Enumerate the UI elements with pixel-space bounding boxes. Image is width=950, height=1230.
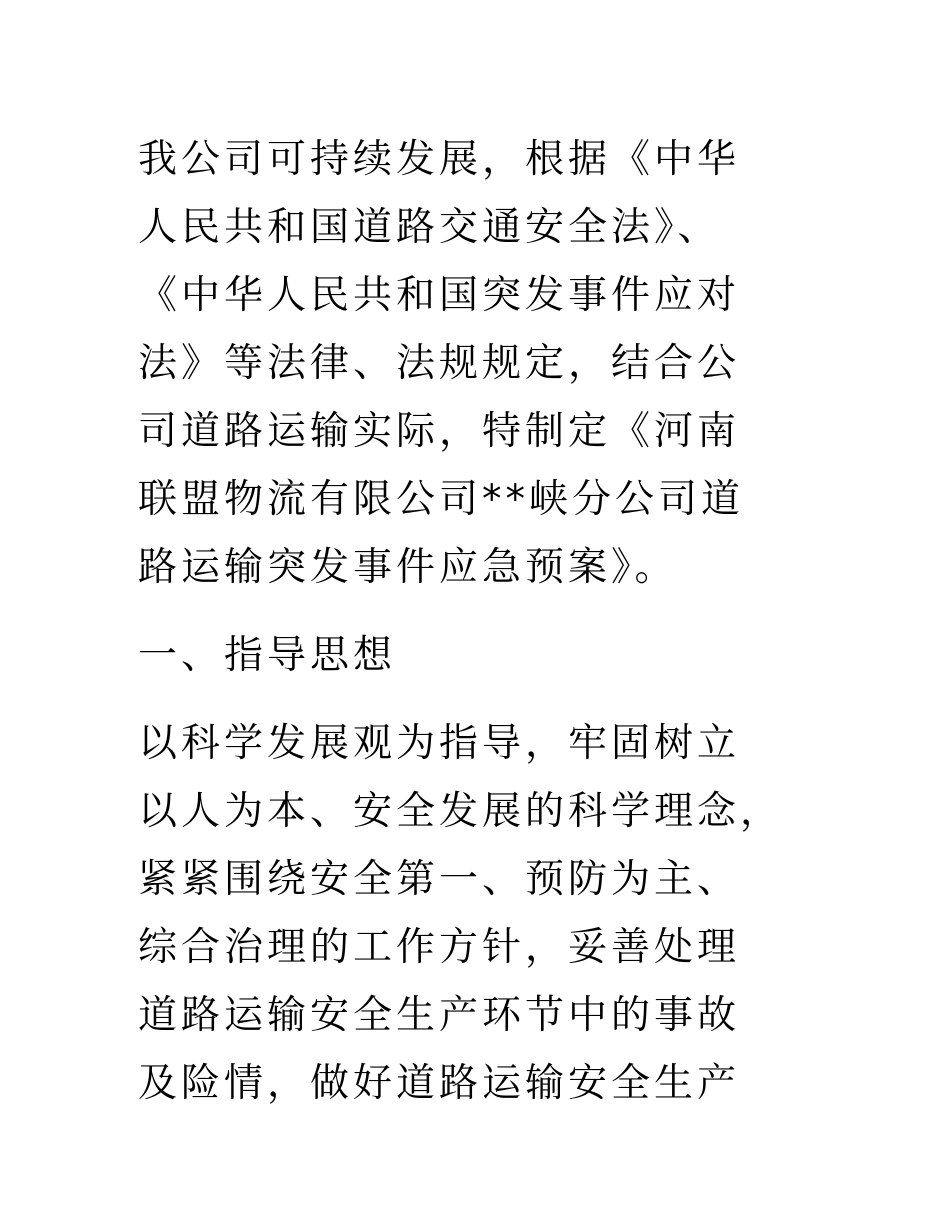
paragraph-spacer	[138, 602, 828, 622]
text-line: 联盟物流有限公司**峡分公司道	[138, 477, 745, 522]
text-line: 道路运输安全生产环节中的事故	[138, 993, 741, 1038]
text-line: 以科学发展观为指导，牢固树立	[138, 721, 741, 766]
text-line: 综合治理的工作方针，妥善处理	[138, 925, 741, 970]
text-line: 及险情，做好道路运输安全生产	[138, 1061, 741, 1106]
text-line: 人民共和国道路交通安全法》、	[138, 205, 721, 250]
text-line: 司道路运输实际，特制定《河南	[138, 409, 741, 454]
paragraph-spacer	[138, 690, 828, 710]
text-line: 路运输突发事件应急预案》。	[138, 545, 678, 590]
section-heading: 一、指导思想	[138, 633, 397, 678]
text-line: 我公司可持续发展，根据《中华	[138, 137, 741, 182]
paragraph-intro	[138, 126, 828, 602]
text-line: 紧紧围绕安全第一、预防为主、	[138, 857, 741, 902]
text-line: 以人为本、安全发展的科学理念，	[138, 789, 784, 834]
text-line: 法》等法律、法规规定，结合公	[138, 341, 741, 386]
text-line: 《中华人民共和国突发事件应对	[138, 273, 741, 318]
paragraph-guiding-ideology	[138, 710, 828, 1118]
document-body	[138, 126, 828, 1118]
